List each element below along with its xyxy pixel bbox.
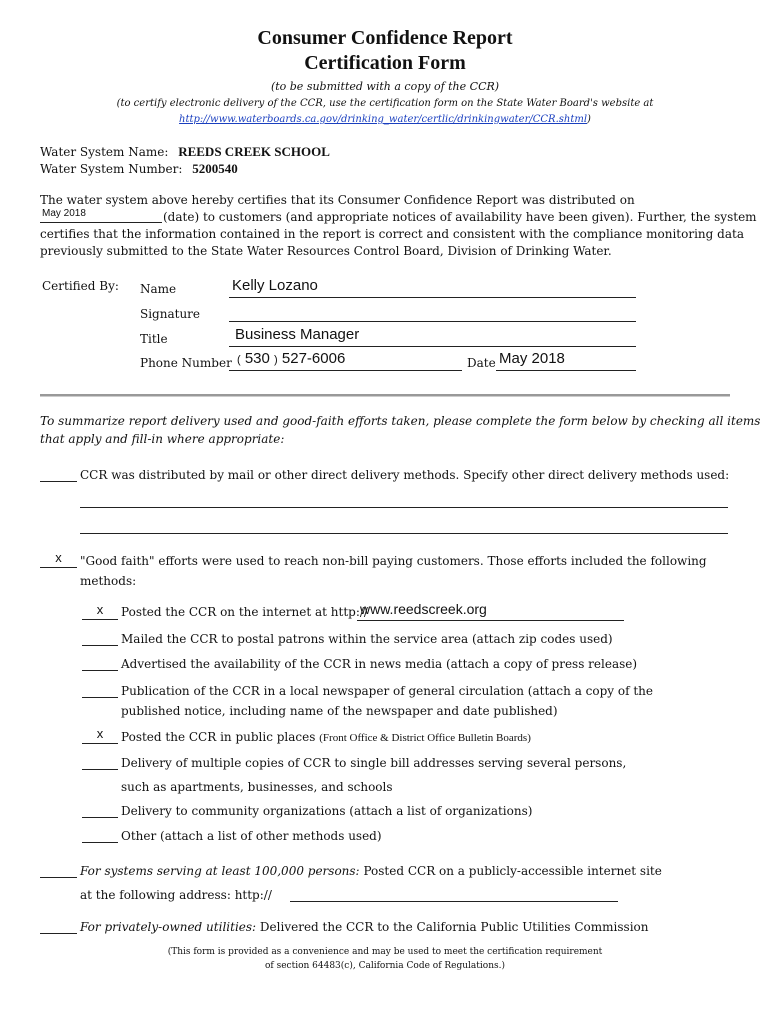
water-system-name-row bbox=[40, 144, 330, 160]
phone-area-code: 530 bbox=[244, 350, 270, 367]
title-value[interactable]: Business Manager bbox=[235, 326, 360, 343]
multiple-copies-line2: such as apartments, businesses, and schools bbox=[121, 780, 393, 794]
publication-line1: Publication of the CCR in a local newspaper of general circulation (attach a copy of the bbox=[121, 684, 654, 698]
title-line bbox=[229, 346, 636, 347]
distribution-date-value[interactable]: May 2018 bbox=[42, 208, 86, 219]
water-system-name-label: Water System Name: bbox=[40, 145, 169, 159]
water-system-number-value: 5200540 bbox=[192, 161, 238, 176]
phone-number-label: Phone Number bbox=[140, 356, 232, 370]
distribution-date-line bbox=[40, 222, 162, 223]
other-checkbox-line[interactable] bbox=[82, 842, 118, 843]
mailed-checkbox-line[interactable] bbox=[82, 645, 118, 646]
name-value[interactable]: Kelly Lozano bbox=[232, 277, 318, 294]
certified-by-label: Certified By: bbox=[42, 279, 119, 293]
mail-methods-line1[interactable] bbox=[80, 507, 728, 508]
instruction-close-paren: ) bbox=[587, 114, 591, 125]
water-system-number-label: Water System Number: bbox=[40, 162, 183, 176]
footer-line2: of section 64483(c), California Code of Regulations.) bbox=[264, 961, 505, 971]
name-label: Name bbox=[140, 282, 177, 296]
phone-local-number: 527-6006 bbox=[281, 350, 346, 367]
publication-checkbox-line[interactable] bbox=[82, 697, 118, 698]
public-places-checkbox-line[interactable] bbox=[82, 743, 118, 744]
footer-line1: (This form is provided as a convenience and may be used to meet the certification requirement bbox=[167, 947, 603, 957]
phone-open-paren: ( bbox=[237, 354, 241, 366]
form-title-line2: Certification Form bbox=[304, 52, 466, 74]
large-systems-line2: at the following address: http:// bbox=[80, 888, 272, 902]
internet-url-value[interactable]: www.reedscreek.org bbox=[360, 601, 487, 617]
mail-checkbox-line[interactable] bbox=[40, 481, 77, 482]
public-places-check-mark: x bbox=[96, 726, 104, 741]
mail-methods-line2[interactable] bbox=[80, 533, 728, 534]
section-divider bbox=[40, 394, 730, 397]
certification-line4: previously submitted to the State Water Resources Control Board, Division of Drinking Water. bbox=[40, 244, 612, 258]
ccr-form-link[interactable]: http://www.waterboards.ca.gov/drinking_water/certlic/drinkingwater/CCR.shtml bbox=[179, 114, 588, 125]
signature-line[interactable] bbox=[229, 321, 636, 322]
summary-line2: that apply and fill-in where appropriate: bbox=[40, 432, 285, 446]
phone-line bbox=[229, 370, 462, 371]
water-system-number-row bbox=[40, 161, 238, 177]
advertised-item-text: Advertised the availability of the CCR in news media (attach a copy of press release) bbox=[121, 657, 638, 671]
public-places-value[interactable]: (Front Office & District Office Bulletin Boards) bbox=[319, 732, 531, 744]
good-faith-line1: "Good faith" efforts were used to reach non-bill paying customers. Those efforts included the following bbox=[80, 554, 707, 568]
mail-item-text: CCR was distributed by mail or other direct delivery methods. Specify other direct delivery methods used: bbox=[80, 468, 730, 482]
phone-close-paren: ) bbox=[274, 354, 278, 366]
multiple-copies-checkbox-line[interactable] bbox=[82, 769, 118, 770]
form-subtitle: (to be submitted with a copy of the CCR) bbox=[270, 80, 500, 93]
community-item-text: Delivery to community organizations (attach a list of organizations) bbox=[121, 804, 533, 818]
private-utilities-italic: For privately-owned utilities: bbox=[80, 920, 257, 934]
form-title-line1: Consumer Confidence Report bbox=[257, 27, 513, 49]
certification-line2: (date) to customers (and appropriate notices of availability have been given). Further, the system bbox=[163, 210, 757, 224]
water-system-name-value: REEDS CREEK SCHOOL bbox=[178, 144, 330, 159]
date-value[interactable]: May 2018 bbox=[499, 350, 565, 367]
form-instruction: (to certify electronic delivery of the CCR, use the certification form on the State Water Board's website at bbox=[116, 98, 654, 109]
good-faith-check-mark: x bbox=[55, 550, 62, 565]
large-systems-rest: Posted CCR on a publicly-accessible internet site bbox=[363, 864, 662, 878]
date-label: Date bbox=[467, 356, 496, 370]
large-systems-checkbox-line[interactable] bbox=[40, 877, 77, 878]
public-places-text: Posted the CCR in public places bbox=[121, 730, 316, 744]
summary-line1: To summarize report delivery used and good-faith efforts taken, please complete the form below by checking all items bbox=[40, 414, 761, 428]
form-instruction-url-line bbox=[0, 114, 770, 125]
publication-line2: published notice, including name of the newspaper and date published) bbox=[121, 704, 558, 718]
other-item-text: Other (attach a list of other methods used) bbox=[121, 829, 382, 843]
date-line bbox=[496, 370, 636, 371]
phone-number-value[interactable] bbox=[237, 350, 345, 367]
large-systems-url-line[interactable] bbox=[290, 901, 618, 902]
internet-item-text: Posted the CCR on the internet at http:// bbox=[121, 605, 368, 619]
advertised-checkbox-line[interactable] bbox=[82, 670, 118, 671]
good-faith-line2: methods: bbox=[80, 574, 137, 588]
name-line bbox=[229, 297, 636, 298]
large-systems-line1 bbox=[80, 864, 662, 878]
large-systems-italic: For systems serving at least 100,000 persons: bbox=[80, 864, 360, 878]
internet-check-mark: x bbox=[96, 602, 104, 617]
signature-label: Signature bbox=[140, 307, 201, 321]
mailed-item-text: Mailed the CCR to postal patrons within the service area (attach zip codes used) bbox=[121, 632, 613, 646]
internet-url-line bbox=[357, 620, 624, 621]
good-faith-checkbox-line[interactable] bbox=[40, 567, 77, 568]
title-label: Title bbox=[140, 332, 168, 346]
private-utilities-checkbox-line[interactable] bbox=[40, 933, 77, 934]
private-utilities-rest: Delivered the CCR to the California Public Utilities Commission bbox=[259, 920, 649, 934]
certification-line1: The water system above hereby certifies that its Consumer Confidence Report was distributed on bbox=[40, 193, 635, 207]
private-utilities-line bbox=[80, 920, 648, 934]
public-places-item bbox=[121, 730, 531, 744]
multiple-copies-line1: Delivery of multiple copies of CCR to single bill addresses serving several persons, bbox=[121, 756, 627, 770]
community-checkbox-line[interactable] bbox=[82, 817, 118, 818]
certification-line3: certifies that the information contained in the report is correct and consistent with the compliance monitoring data bbox=[40, 227, 744, 241]
internet-checkbox-line[interactable] bbox=[82, 619, 118, 620]
